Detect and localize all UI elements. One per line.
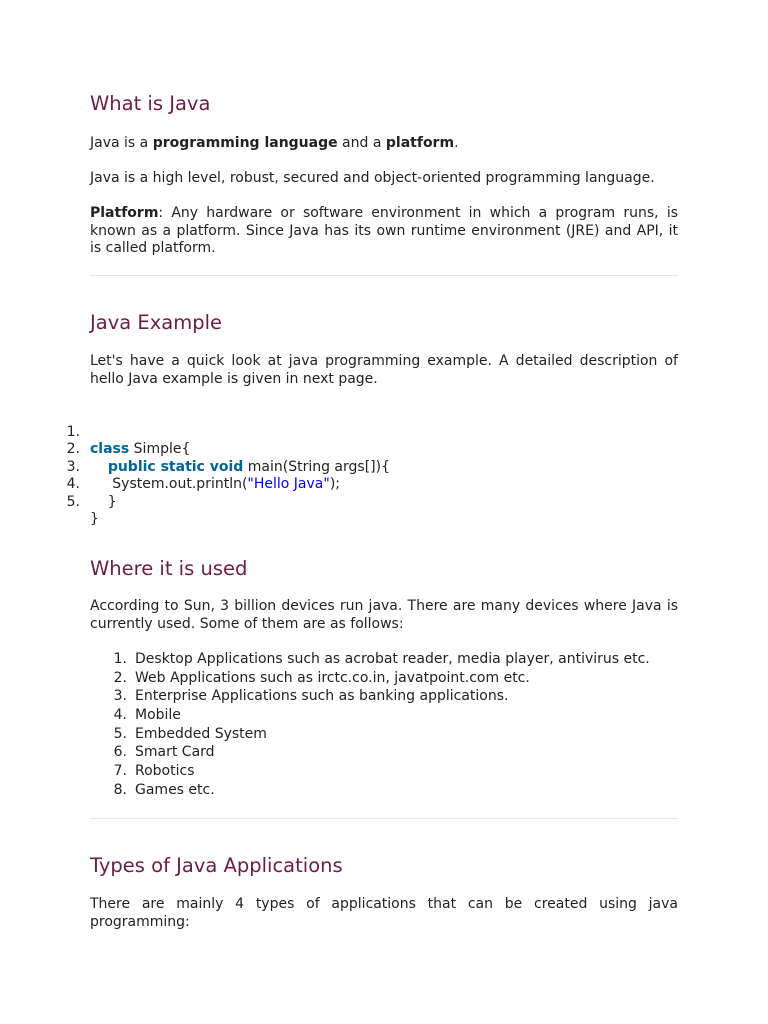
code-line	[0, 476, 678, 527]
paragraph: Java is a high level, robust, secured and object-oriented programming language.	[90, 170, 655, 186]
bold-text: platform	[385, 135, 455, 151]
list-item	[90, 687, 678, 706]
section-java-example	[90, 311, 678, 335]
para-platform	[90, 205, 678, 258]
paragraph: Let's have a quick look at java programming example. A detailed description of hello Java example is given in next page.	[90, 353, 678, 387]
list-number: 8.	[113, 781, 127, 798]
list-text: Robotics	[135, 763, 195, 780]
list-item	[90, 743, 678, 762]
usage-list	[90, 650, 678, 800]
string-literal: "Hello Java"	[247, 476, 330, 492]
code: Simple{	[129, 441, 191, 457]
line-number: 5.	[66, 493, 80, 510]
list-item	[90, 706, 678, 725]
code-text: }	[90, 493, 117, 510]
code-listing	[0, 406, 678, 527]
list-text: Web Applications such as irctc.co.in, javatpoint.com etc.	[135, 669, 530, 686]
list-number: 4.	[113, 707, 127, 724]
code: main(String args[]){	[243, 458, 390, 475]
keyword: class	[90, 441, 130, 457]
list-number: 3.	[113, 688, 127, 705]
list-number: 5.	[113, 725, 127, 742]
code: );	[329, 476, 340, 492]
line-number: 3.	[66, 458, 80, 475]
code: System.out.println(	[112, 476, 248, 492]
bold-text: programming language	[152, 135, 338, 151]
section-what-is-java	[90, 92, 678, 116]
text: .	[454, 135, 459, 151]
para-example-intro	[90, 353, 678, 388]
code-text: }	[90, 511, 99, 527]
list-text: Smart Card	[135, 744, 215, 761]
list-item	[90, 781, 678, 800]
list-item	[90, 650, 678, 669]
text: Java is a	[90, 135, 153, 151]
para-types-intro	[90, 896, 678, 931]
line-number: 1.	[66, 423, 80, 440]
para-intro	[90, 135, 678, 153]
keyword: public static void	[107, 458, 244, 475]
line-number: 2.	[66, 441, 80, 457]
para-high-level	[90, 170, 678, 188]
text: and a	[337, 135, 386, 151]
list-item	[90, 725, 678, 744]
line-number: 4.	[66, 476, 80, 492]
code-line	[0, 406, 678, 457]
list-text: Games etc.	[135, 781, 215, 798]
bold-text: Platform	[90, 205, 159, 221]
list-number: 7.	[113, 763, 127, 780]
paragraph: According to Sun, 3 billion devices run java. There are many devices where Java is currently used. Some of them are as follows:	[90, 598, 678, 632]
divider	[90, 275, 678, 276]
list-item	[90, 762, 678, 781]
text: : Any hardware or software environment in which a program runs, is known as a platform. Since Java has its own runtime environment (JRE) and API, it is called platform.	[90, 205, 678, 256]
heading-java-example: Java Example	[90, 311, 222, 334]
section-where-used	[90, 557, 678, 581]
heading-types-of-java-applications: Types of Java Applications	[90, 854, 343, 877]
section-types	[90, 854, 678, 878]
paragraph	[90, 205, 678, 258]
heading-what-is-java: What is Java	[90, 92, 211, 115]
list-text: Mobile	[135, 707, 181, 724]
list-number: 1.	[113, 651, 127, 667]
heading-where-it-is-used: Where it is used	[90, 557, 248, 580]
list-item	[90, 669, 678, 688]
list-text: Enterprise Applications such as banking applications.	[135, 688, 509, 705]
para-where-intro	[90, 598, 678, 633]
list-number: 2.	[113, 669, 127, 686]
list-text: Embedded System	[135, 725, 267, 742]
list-number: 6.	[113, 744, 127, 761]
list-text: Desktop Applications such as acrobat reader, media player, antivirus etc.	[135, 651, 650, 667]
divider	[90, 818, 678, 819]
paragraph	[90, 135, 678, 153]
paragraph: There are mainly 4 types of applications that can be created using java programming:	[90, 896, 678, 930]
